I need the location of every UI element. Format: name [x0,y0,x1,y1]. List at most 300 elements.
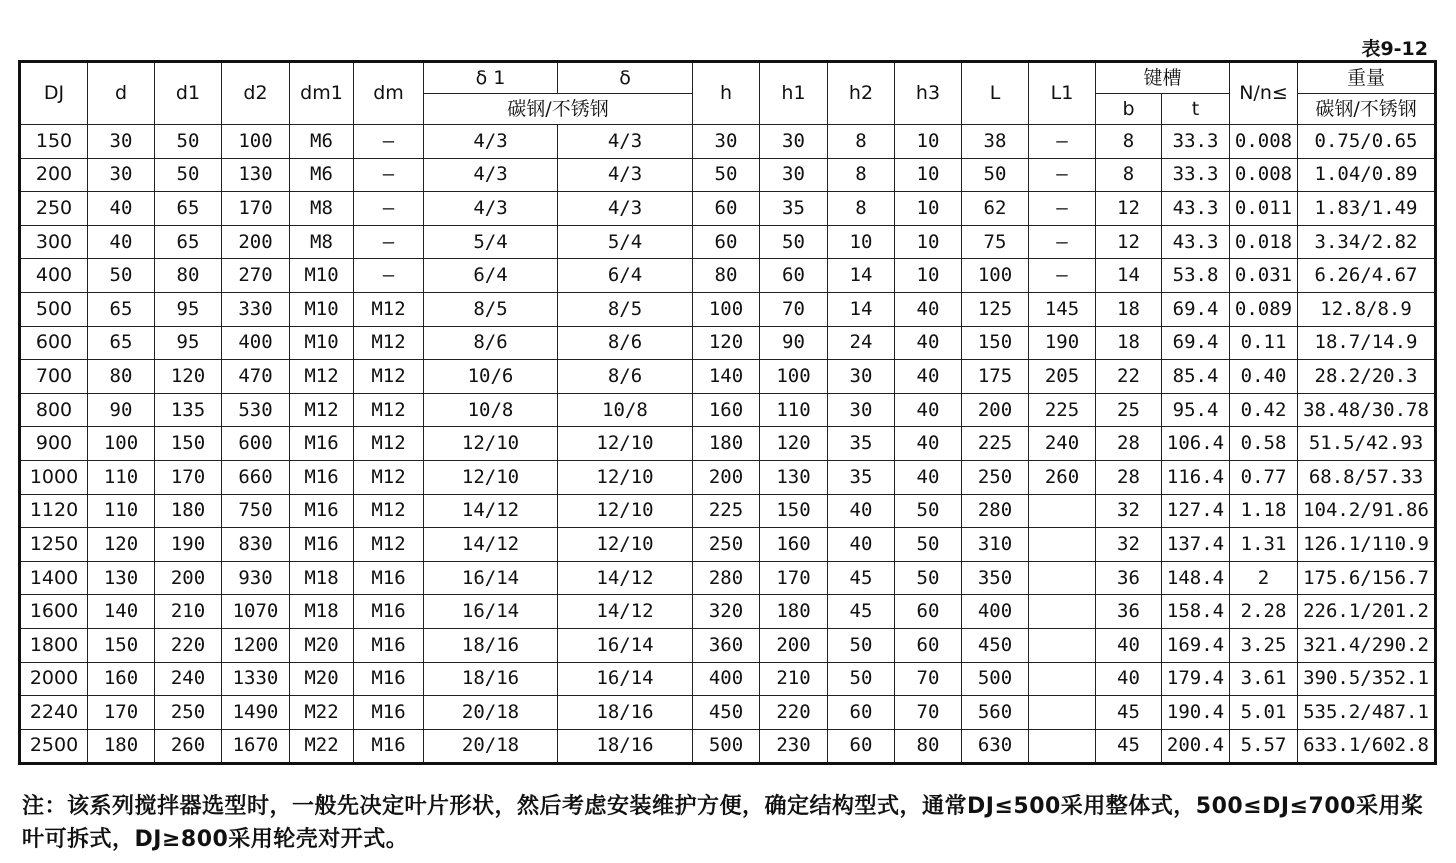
table-cell: 40 [895,292,962,326]
table-cell: 12/10 [424,460,558,494]
table-cell: 70 [895,696,962,730]
table-cell: 3.61 [1230,662,1298,696]
table-cell: 43.3 [1162,225,1230,259]
table-cell: 10 [828,225,895,259]
table-cell: 700 [20,360,88,394]
table-cell: 10/6 [424,360,558,394]
table-cell: 33.3 [1162,158,1230,192]
table-cell: 5.01 [1230,696,1298,730]
table-cell: 28.2/20.3 [1298,360,1436,394]
table-cell: 330 [222,292,290,326]
table-cell: 35 [828,427,895,461]
table-cell: – [354,158,424,192]
table-cell: 230 [760,729,828,764]
table-cell: 180 [88,729,155,764]
table-cell: 40 [1096,662,1162,696]
table-row [20,360,1436,394]
table-cell: 10 [895,192,962,226]
table-cell: 170 [155,460,222,494]
table-cell: 140 [693,360,760,394]
table-cell: 2240 [20,696,88,730]
table-cell: 0.008 [1230,158,1298,192]
table-row [20,662,1436,696]
table-cell: 220 [155,628,222,662]
table-cell: 50 [693,158,760,192]
table-cell: 90 [88,393,155,427]
table-cell: 16/14 [424,561,558,595]
table-cell: 5.57 [1230,729,1298,764]
table-cell: 35 [828,460,895,494]
table-cell: 2500 [20,729,88,764]
table-cell: 14/12 [424,494,558,528]
table-row [20,494,1436,528]
table-cell: M16 [354,696,424,730]
table-cell: 80 [693,259,760,293]
table-cell: 80 [88,360,155,394]
table-cell: 200 [760,628,828,662]
table-cell: M16 [290,460,354,494]
table-cell: 50 [895,561,962,595]
table-cell: 12/10 [558,427,693,461]
header-keyway: 键槽 [1096,62,1230,94]
table-cell [1029,628,1096,662]
table-cell: 80 [895,729,962,764]
table-cell: 320 [693,595,760,629]
table-cell: 16/14 [558,662,693,696]
table-cell: 800 [20,393,88,427]
table-cell: 14 [1096,259,1162,293]
table-cell: M8 [290,192,354,226]
table-cell: 60 [828,729,895,764]
table-cell: 25 [1096,393,1162,427]
table-cell: 6/4 [424,259,558,293]
table-cell: 116.4 [1162,460,1230,494]
table-cell: M18 [290,561,354,595]
table-cell: 160 [693,393,760,427]
table-cell: 50 [88,259,155,293]
table-cell: 205 [1029,360,1096,394]
table-cell: 390.5/352.1 [1298,662,1436,696]
table-cell: 18/16 [424,628,558,662]
table-cell: 40 [88,225,155,259]
table-cell: 38.48/30.78 [1298,393,1436,427]
table-cell: – [354,192,424,226]
table-cell: 4/3 [558,125,693,159]
table-cell: 45 [1096,729,1162,764]
table-cell: 40 [895,326,962,360]
table-cell: 18/16 [558,729,693,764]
table-cell: 630 [962,729,1029,764]
table-cell: 130 [88,561,155,595]
table-cell: 104.2/91.86 [1298,494,1436,528]
table-cell: 130 [760,460,828,494]
table-cell: 0.011 [1230,192,1298,226]
table-row [20,292,1436,326]
table-cell: 158.4 [1162,595,1230,629]
table-cell: 40 [828,494,895,528]
table-cell: 150 [962,326,1029,360]
table-cell: 16/14 [558,628,693,662]
table-cell: 0.031 [1230,259,1298,293]
table-cell: M6 [290,158,354,192]
table-cell: – [1029,125,1096,159]
table-cell: 65 [88,326,155,360]
table-cell: 130 [222,158,290,192]
table-cell: 65 [155,225,222,259]
table-cell: 150 [88,628,155,662]
table-cell: 360 [693,628,760,662]
table-cell: 28 [1096,427,1162,461]
table-cell: 30 [828,393,895,427]
table-cell: 68.8/57.33 [1298,460,1436,494]
table-cell: 3.34/2.82 [1298,225,1436,259]
table-cell: 60 [895,628,962,662]
table-cell: 240 [1029,427,1096,461]
table-cell: 160 [88,662,155,696]
table-cell: 1600 [20,595,88,629]
table-cell: M12 [354,460,424,494]
header-delta-material: 碳钢/不锈钢 [424,94,693,125]
table-cell: 0.42 [1230,393,1298,427]
table-cell: 179.4 [1162,662,1230,696]
table-cell: 10 [895,225,962,259]
table-cell: 450 [693,696,760,730]
table-cell: 190 [1029,326,1096,360]
table-cell: 180 [693,427,760,461]
table-cell: 470 [222,360,290,394]
table-cell: 260 [1029,460,1096,494]
table-cell: 18.7/14.9 [1298,326,1436,360]
table-cell: 90 [760,326,828,360]
table-cell: 30 [693,125,760,159]
table-cell: 0.58 [1230,427,1298,461]
table-cell: 400 [962,595,1029,629]
table-cell: 190 [155,528,222,562]
table-cell: – [1029,225,1096,259]
table-cell: M10 [290,326,354,360]
table-cell: 175 [962,360,1029,394]
table-cell [1029,595,1096,629]
table-cell: 8 [828,125,895,159]
table-cell: 10/8 [424,393,558,427]
table-cell: 40 [828,528,895,562]
table-cell: M12 [354,292,424,326]
table-cell: 5/4 [424,225,558,259]
table-cell: 8 [828,158,895,192]
table-cell: 10/8 [558,393,693,427]
table-cell: 4/3 [424,192,558,226]
table-cell: 1670 [222,729,290,764]
table-cell: 500 [693,729,760,764]
table-cell [1029,696,1096,730]
table-cell: – [1029,192,1096,226]
table-cell: M10 [290,259,354,293]
table-cell: 175.6/156.7 [1298,561,1436,595]
table-cell: 127.4 [1162,494,1230,528]
table-cell: 50 [828,628,895,662]
table-note: 注：该系列搅拌器选型时，一般先决定叶片形状，然后考虑安装维护方便，确定结构型式，通常DJ≤500采用整体式，500≤DJ≤700采用桨叶可拆式，DJ≥800采用轮壳对开式。 [22,794,1424,852]
table-cell: M16 [354,628,424,662]
table-cell: 12 [1096,225,1162,259]
table-cell: 100 [222,125,290,159]
table-cell: 10 [895,125,962,159]
table-cell: 30 [760,158,828,192]
table-cell: 10 [895,259,962,293]
table-cell: 225 [693,494,760,528]
table-cell: 450 [962,628,1029,662]
table-cell: 1400 [20,561,88,595]
table-cell: 65 [88,292,155,326]
table-cell: 70 [895,662,962,696]
header-delta: δ [558,62,693,94]
table-cell: M16 [290,494,354,528]
table-cell: 5/4 [558,225,693,259]
table-cell: 12/10 [558,460,693,494]
table-cell: 150 [760,494,828,528]
table-cell: 51.5/42.93 [1298,427,1436,461]
table-cell [1029,494,1096,528]
table-cell: 12.8/8.9 [1298,292,1436,326]
table-cell: 226.1/201.2 [1298,595,1436,629]
table-cell: 24 [828,326,895,360]
table-cell: 45 [1096,696,1162,730]
table-cell: 225 [962,427,1029,461]
table-cell: 20/18 [424,696,558,730]
table-cell: 1250 [20,528,88,562]
table-cell: 110 [88,494,155,528]
table-cell: 1.83/1.49 [1298,192,1436,226]
table-cell: 2.28 [1230,595,1298,629]
table-cell: M6 [290,125,354,159]
table-cell [1029,561,1096,595]
table-cell: 40 [88,192,155,226]
table-cell: M12 [354,427,424,461]
table-cell: 16/14 [424,595,558,629]
table-row [20,326,1436,360]
table-cell: 200 [155,561,222,595]
table-cell: M12 [290,393,354,427]
table-cell: 30 [760,125,828,159]
table-cell: 250 [962,460,1029,494]
table-cell: 210 [760,662,828,696]
header-h2: h2 [828,62,895,125]
table-cell: 36 [1096,595,1162,629]
table-cell: 38 [962,125,1029,159]
table-cell: 69.4 [1162,292,1230,326]
table-cell: 6/4 [558,259,693,293]
header-L1: L1 [1029,62,1096,125]
table-cell: 270 [222,259,290,293]
table-row [20,259,1436,293]
header-t: t [1162,94,1230,125]
table-cell: 80 [155,259,222,293]
table-cell: – [1029,158,1096,192]
table-cell: 12/10 [424,427,558,461]
table-cell: 12/10 [558,528,693,562]
table-cell: 300 [20,225,88,259]
table-cell: 1070 [222,595,290,629]
table-cell: 14/12 [558,595,693,629]
table-cell: 220 [760,696,828,730]
table-cell: 170 [760,561,828,595]
table-cell: 40 [895,460,962,494]
table-row [20,192,1436,226]
table-cell [1029,729,1096,764]
table-cell: 50 [155,125,222,159]
table-row [20,528,1436,562]
table-cell: 0.008 [1230,125,1298,159]
table-cell: 500 [962,662,1029,696]
table-cell: – [354,225,424,259]
table-cell: 100 [88,427,155,461]
header-delta1: δ 1 [424,62,558,94]
table-cell: 95 [155,326,222,360]
table-cell: M22 [290,696,354,730]
table-cell: 65 [155,192,222,226]
table-cell: 50 [895,528,962,562]
table-cell: 200 [20,158,88,192]
table-cell: 30 [828,360,895,394]
table-cell: M22 [290,729,354,764]
table-row [20,460,1436,494]
table-cell: 100 [760,360,828,394]
table-cell: 210 [155,595,222,629]
table-cell: 50 [828,662,895,696]
table-cell: 100 [693,292,760,326]
table-cell: 280 [693,561,760,595]
table-cell: 600 [20,326,88,360]
header-d2: d2 [222,62,290,125]
table-cell: M18 [290,595,354,629]
table-cell: 69.4 [1162,326,1230,360]
table-cell: 40 [895,360,962,394]
table-cell: 62 [962,192,1029,226]
table-cell: M16 [290,427,354,461]
table-cell: 148.4 [1162,561,1230,595]
table-cell: 1.04/0.89 [1298,158,1436,192]
table-cell: 500 [20,292,88,326]
table-cell: 3.25 [1230,628,1298,662]
table-cell: 50 [760,225,828,259]
table-cell: 180 [760,595,828,629]
table-cell: 120 [760,427,828,461]
table-cell: 660 [222,460,290,494]
table-cell: 1000 [20,460,88,494]
table-cell: 190.4 [1162,696,1230,730]
table-cell: 8/5 [424,292,558,326]
table-cell: M12 [354,494,424,528]
table-cell: 0.018 [1230,225,1298,259]
table-cell: – [354,125,424,159]
table-cell: M12 [354,360,424,394]
table-cell: 1.31 [1230,528,1298,562]
table-cell: 310 [962,528,1029,562]
table-cell: M10 [290,292,354,326]
table-cell: 40 [1096,628,1162,662]
table-cell: 200.4 [1162,729,1230,764]
table-cell: 120 [693,326,760,360]
header-h: h [693,62,760,125]
table-cell: 14/12 [424,528,558,562]
table-cell: 30 [88,158,155,192]
table-row [20,125,1436,159]
table-row [20,427,1436,461]
table-cell: 50 [155,158,222,192]
table-cell: – [354,259,424,293]
table-cell: 240 [155,662,222,696]
table-cell: 8/6 [424,326,558,360]
table-cell: M20 [290,628,354,662]
table-row [20,225,1436,259]
table-body [20,125,1436,764]
table-cell: 170 [222,192,290,226]
table-cell: 125 [962,292,1029,326]
table-cell: 32 [1096,494,1162,528]
table-cell: 45 [828,561,895,595]
table-cell: 4/3 [558,192,693,226]
table-cell: 8/5 [558,292,693,326]
table-cell: 1200 [222,628,290,662]
table-cell: 32 [1096,528,1162,562]
table-cell: 18 [1096,326,1162,360]
table-cell: M12 [290,360,354,394]
table-cell: 120 [155,360,222,394]
table-cell: 60 [895,595,962,629]
table-cell: 18 [1096,292,1162,326]
table-cell: 135 [155,393,222,427]
table-cell: 40 [895,427,962,461]
table-cell: 50 [895,494,962,528]
table-row [20,628,1436,662]
table-cell: 60 [828,696,895,730]
table-cell: M16 [354,662,424,696]
table-cell: 8/6 [558,326,693,360]
table-cell: 900 [20,427,88,461]
table-cell: 150 [20,125,88,159]
table-cell: 0.11 [1230,326,1298,360]
table-cell: 4/3 [424,125,558,159]
table-cell: 200 [693,460,760,494]
table-cell: 75 [962,225,1029,259]
table-row [20,696,1436,730]
table-cell: 535.2/487.1 [1298,696,1436,730]
table-cell: – [1029,259,1096,293]
header-L: L [962,62,1029,125]
header-dm1: dm1 [290,62,354,125]
table-cell: 45 [828,595,895,629]
table-cell: 14 [828,259,895,293]
table-cell: 60 [693,225,760,259]
table-cell: 400 [693,662,760,696]
table-row [20,393,1436,427]
header-d: d [88,62,155,125]
table-cell: 60 [760,259,828,293]
table-cell: 20/18 [424,729,558,764]
header-d1: d1 [155,62,222,125]
table-cell: 70 [760,292,828,326]
table-cell: 106.4 [1162,427,1230,461]
table-cell: 260 [155,729,222,764]
header-h1: h1 [760,62,828,125]
table-cell: 2000 [20,662,88,696]
table-cell: 930 [222,561,290,595]
table-cell: 14 [828,292,895,326]
header-b: b [1096,94,1162,125]
table-cell: 8 [828,192,895,226]
header-weight: 重量 [1298,62,1436,94]
table-cell: 85.4 [1162,360,1230,394]
table-cell: 110 [760,393,828,427]
